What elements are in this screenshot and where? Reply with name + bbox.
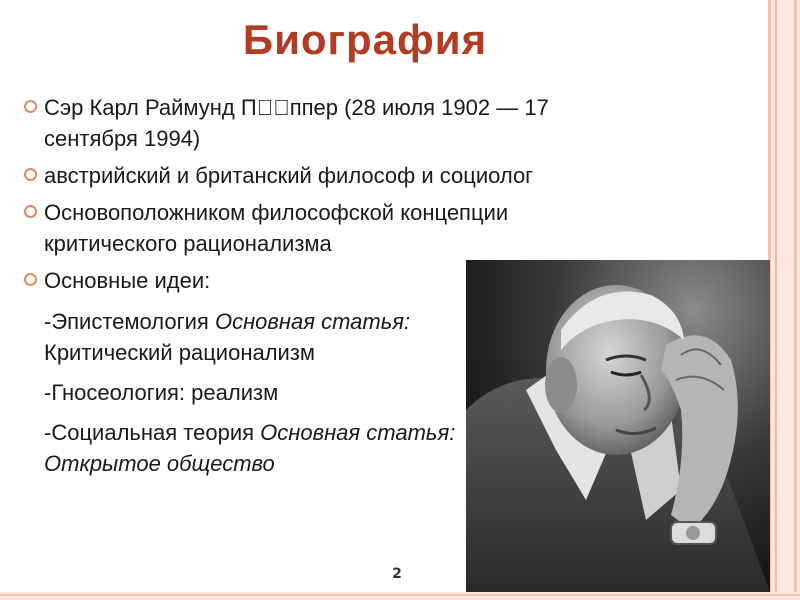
idea-italic-text: Основная статья: — [214, 309, 411, 334]
bullet-ring-icon — [24, 273, 37, 286]
idea-item — [24, 306, 484, 368]
bullet-ring-icon — [24, 168, 37, 181]
bullet-item — [24, 160, 584, 191]
side-stripe — [775, 0, 777, 600]
idea-item — [24, 377, 484, 408]
idea-text: -Гносеология: реализм — [44, 380, 279, 405]
slide-title: Биография — [242, 16, 488, 63]
bullet-text: Основные идеи: — [44, 268, 211, 293]
page-number: 2 — [392, 566, 402, 582]
decorative-side-stripes — [768, 0, 800, 600]
idea-italic-text: Основная статья: Открытое общество — [44, 420, 456, 476]
portrait-photo — [466, 260, 770, 592]
side-stripe — [794, 0, 797, 600]
bullet-text: австрийский и британский философ и социолог — [44, 163, 534, 188]
bullet-text: Основоположником философской концепции критического рационализма — [44, 200, 509, 256]
bullet-text: Сэр Карл Раймунд П  ппер (28 июля 1902 — 17 сентября 1994) — [44, 95, 549, 151]
bullet-item — [24, 197, 584, 259]
decorative-bottom-stripes — [0, 592, 800, 600]
bullet-ring-icon — [24, 205, 37, 218]
bottom-stripe — [0, 594, 800, 596]
bullet-item — [24, 92, 584, 154]
bullet-ring-icon — [24, 100, 37, 113]
idea-item — [24, 417, 484, 479]
idea-text: Критический рационализм — [44, 340, 316, 365]
idea-text: -Эпистемология — [44, 309, 215, 334]
idea-text: -Социальная теория — [44, 420, 261, 445]
